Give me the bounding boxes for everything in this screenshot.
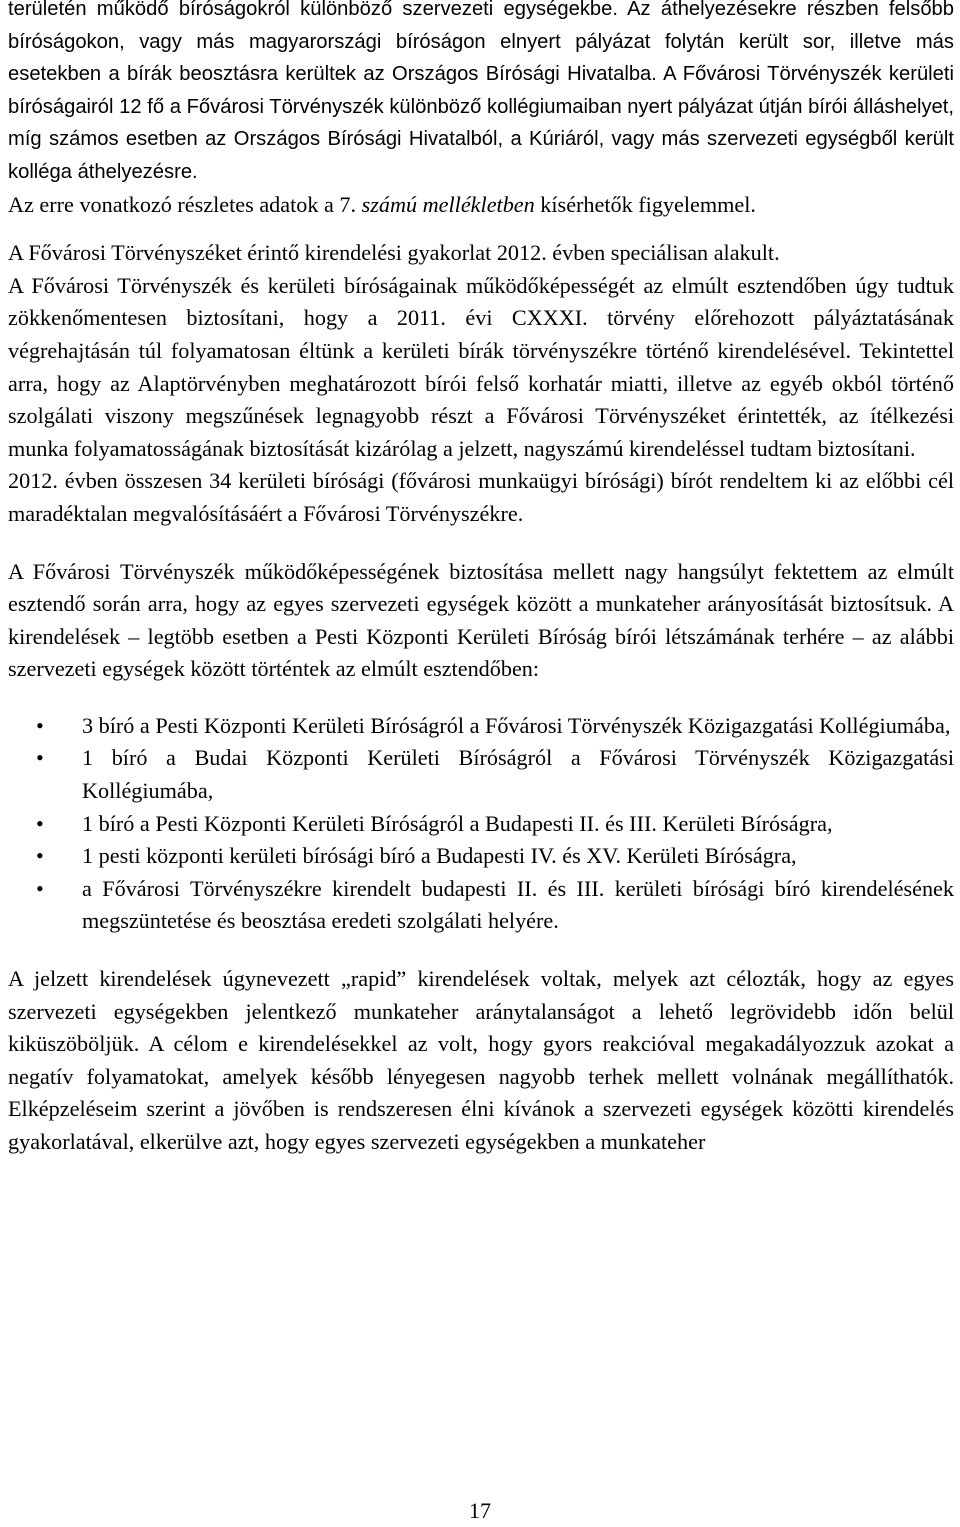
list-item bbox=[8, 808, 954, 841]
paragraph-transfers: területén működő bíróságokról különböző szervezeti egységekbe. Az áthelyezésekre részben felsőbb bíróságokon, vagy más magyarországi bíróságon elnyert pályázat folytán került sor, illetve más esetekben a bírák beosztásra kerültek az Országos Bírósági Hivatalba. A Fővárosi Törvényszék kerületi bíróságairól 12 fő a Fővárosi Törvényszék különböző kollégiumaiban nyert pályázat útján bírói álláshelyet, míg számos esetben az Országos Bírósági Hivatalból, a Kúriáról, vagy más szervezeti egységből került kolléga áthelyezésre. bbox=[8, 0, 954, 183]
document-page bbox=[8, 0, 954, 1159]
list-item bbox=[8, 742, 954, 807]
list-item bbox=[8, 710, 954, 743]
paragraph-workload-balancing: A Fővárosi Törvényszék működőképességének biztosítása mellett nagy hangsúlyt fektettem az elmúlt esztendő során arra, hogy az egyes szervezeti egységek között a munkateher arányosítását biztosítsuk. A kirendelések – legtöbb esetben a Pesti Központi Kerületi Bíróság bírói létszámának terhére – az alábbi szervezeti egységek között történtek az elmúlt esztendőben: bbox=[8, 558, 954, 682]
bullet-icon: • bbox=[36, 745, 44, 771]
details-text-before: Az erre vonatkozó részletes adatok a 7. bbox=[8, 191, 357, 217]
bullet-icon: • bbox=[36, 810, 44, 836]
bullet-icon: • bbox=[36, 875, 44, 901]
paragraph-rapid-secondments: A jelzett kirendelések úgynevezett „rapid” kirendelések voltak, melyek azt célozták, hogy az egyes szervezeti egységekben jelentkező munkateher aránytalanságot a lehető legrövidebb időn belül kiküszöböljük. A célom e kirendelésekkel az volt, hogy gyors reakcióval megakadályozzuk azokat a negatív folyamatokat, amelyek később lényegesen nagyobb terhek mellett volnának megállíthatók. Elképzeléseim szerint a jövőben is rendszeresen élni kívánok a szervezeti egységek közötti kirendelés gyakorlatával, elkerülve azt, hogy egyes szervezeti egységekben a munkateher bbox=[8, 966, 954, 1154]
paragraph-secondment-practice: A Fővárosi Törvényszék és kerületi bíróságainak működőképességét az elmúlt esztendőben úgy tudtuk zökkenőmentesen biztosítani, hogy a 2011. évi CXXXI. törvény előrehozott pályáztatásának végrehajtásán túl folyamatosan éltünk a kerületi bírák törvényszékre történő kirendelésével. Tekintettel arra, hogy az Alaptörvényben meghatározott bírói felső korhatár miatti, illetve az egyéb okból történő szolgálati viszony megszűnések legnagyobb részt a Fővárosi Törvényszéket érintették, az ítélkezési munka folyamatosságának biztosítását kizárólag a jelzett, nagyszámú kirendeléssel tudtam biztosítani. bbox=[8, 272, 954, 461]
bullet-icon: • bbox=[36, 712, 44, 738]
list-item bbox=[8, 873, 954, 938]
list-item-text: 1 bíró a Pesti Központi Kerületi Bíróságról a Budapesti II. és III. Kerületi Bíróságra, bbox=[82, 810, 833, 836]
paragraph-secondment-heading: A Fővárosi Törvényszéket érintő kirendelési gyakorlat 2012. évben speciálisan alakult. bbox=[8, 240, 780, 266]
annex-reference: számú mellékletben bbox=[361, 191, 535, 217]
details-text-after: kísérhetők figyelemmel. bbox=[540, 191, 756, 217]
list-item bbox=[8, 840, 954, 873]
list-item-text: 1 pesti központi kerületi bírósági bíró a Budapesti IV. és XV. Kerületi Bíróságra, bbox=[82, 843, 797, 869]
paragraph-secondment-count: 2012. évben összesen 34 kerületi bírósági (fővárosi munkaügyi bírósági) bírót rendeltem ki az előbbi cél maradéktalan megvalósításáért a Fővárosi Törvényszékre. bbox=[8, 468, 954, 526]
bullet-icon: • bbox=[36, 843, 44, 869]
paragraph-details-reference bbox=[8, 189, 954, 222]
page-number: 17 bbox=[469, 1498, 491, 1523]
list-item-text: 1 bíró a Budai Központi Kerületi Bíróságról a Fővárosi Törvényszék Közigazgatási Kollégiumába, bbox=[82, 745, 954, 804]
secondment-list bbox=[8, 710, 954, 938]
list-item-text: a Fővárosi Törvényszékre kirendelt budapesti II. és III. kerületi bírósági bíró kirendelésének megszüntetése és beosztása eredeti szolgálati helyére. bbox=[82, 875, 954, 934]
list-item-text: 3 bíró a Pesti Központi Kerületi Bíróságról a Fővárosi Törvényszék Közigazgatási Kollégiumába, bbox=[82, 712, 951, 738]
